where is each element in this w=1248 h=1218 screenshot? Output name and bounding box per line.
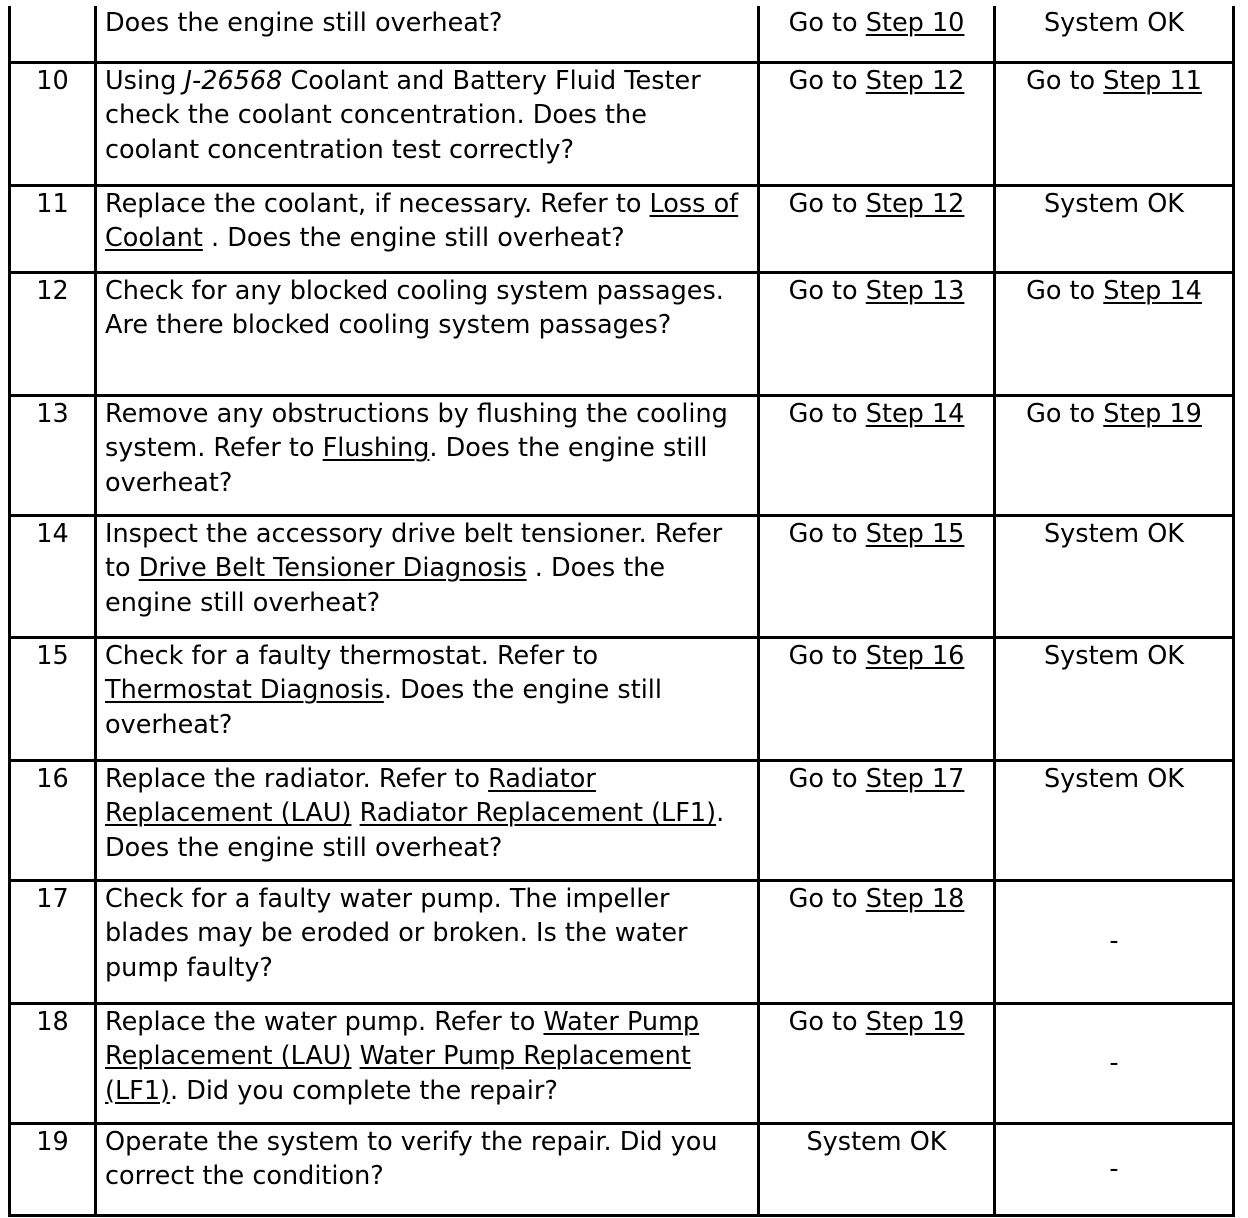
table-row [10, 185, 1234, 272]
step-link[interactable]: Step 10 [865, 8, 965, 38]
yes-action-cell [759, 272, 995, 395]
step-link[interactable]: Step 16 [865, 640, 965, 671]
reference-link[interactable]: Thermostat Diagnosis [105, 675, 384, 705]
no-action-cell [995, 637, 1234, 760]
go-to-label: Go to [788, 65, 866, 96]
no-action-cell [995, 62, 1234, 185]
description-text: Replace the radiator. Refer to [105, 763, 489, 794]
description-text: Coolant and Battery Fluid Tester check the coolant concentration. Does the coolant concentration test correctly? [105, 65, 701, 165]
step-number: 10 [36, 65, 69, 96]
description-text: Check for any blocked cooling system passages. Are there blocked cooling system passages? [105, 275, 724, 340]
step-number: 14 [36, 518, 69, 549]
reference-link[interactable]: Radiator Replacement (LF1) [359, 798, 717, 828]
no-action-cell [995, 6, 1234, 62]
yes-action-cell [759, 515, 995, 637]
description-text: Replace the coolant, if necessary. Refer to [105, 188, 650, 219]
description-text: . Does the engine still overheat? [105, 553, 666, 618]
result-text: System OK [1044, 640, 1184, 671]
no-action-cell [995, 185, 1234, 272]
empty-dash: - [1109, 926, 1119, 957]
step-number-cell [10, 185, 96, 272]
go-to-label: Go to [788, 1006, 866, 1037]
table-row [10, 760, 1234, 880]
result-text: System OK [1044, 763, 1184, 794]
step-link[interactable]: Step 15 [865, 518, 965, 549]
reference-link[interactable]: Water Pump Replacement (LAU) [105, 1006, 700, 1071]
description-text [351, 798, 359, 828]
step-description-cell [96, 760, 759, 880]
step-description-cell [96, 1003, 759, 1123]
yes-action-cell [759, 637, 995, 760]
diagnostic-table-body [10, 6, 1234, 1215]
step-number: 11 [36, 188, 69, 219]
yes-action-cell [759, 760, 995, 880]
go-to-label: Go to [788, 8, 866, 38]
reference-link[interactable]: Drive Belt Tensioner Diagnosis [138, 553, 527, 583]
table-row [10, 637, 1234, 760]
table-row [10, 880, 1234, 1003]
description-text: . Does the engine still overheat? [105, 675, 662, 740]
go-to-label: Go to [788, 763, 866, 794]
step-description-cell [96, 1123, 759, 1215]
table-row [10, 1003, 1234, 1123]
go-to-label: Go to [788, 398, 866, 429]
table-row [10, 62, 1234, 185]
yes-action-cell [759, 1123, 995, 1215]
description-text: Using [105, 65, 185, 96]
step-number: 12 [36, 275, 69, 306]
step-number-cell [10, 760, 96, 880]
description-text: . Did you complete the repair? [170, 1075, 558, 1106]
no-action-cell [995, 272, 1234, 395]
yes-action-cell [759, 62, 995, 185]
step-number-cell [10, 6, 96, 62]
step-description-cell [96, 637, 759, 760]
step-number-cell [10, 880, 96, 1003]
description-text: Replace the water pump. Refer to [105, 1006, 544, 1037]
description-text: . Does the engine still overheat? [202, 223, 625, 253]
step-description-cell [96, 272, 759, 395]
description-text: . Does the engine still overheat? [105, 433, 708, 498]
no-action-cell [995, 515, 1234, 637]
step-number: 17 [36, 883, 69, 914]
empty-dash: - [1109, 1153, 1119, 1184]
no-action-cell [995, 880, 1234, 1003]
description-text [351, 1041, 359, 1071]
table-row [10, 6, 1234, 62]
empty-dash: - [1109, 1047, 1119, 1078]
result-text: System OK [1044, 188, 1184, 219]
table-row [10, 1123, 1234, 1215]
reference-link[interactable]: Water Pump Replacement (LF1) [105, 1041, 691, 1106]
description-text: Remove any obstructions by flushing the cooling system. Refer to [105, 398, 728, 463]
step-description-cell [96, 185, 759, 272]
table-row [10, 515, 1234, 637]
step-link[interactable]: Step 12 [865, 65, 965, 96]
go-to-label: Go to [788, 518, 866, 549]
step-link[interactable]: Step 14 [865, 398, 965, 429]
step-link[interactable]: Step 19 [865, 1006, 965, 1037]
result-text: System OK [806, 1126, 947, 1157]
table-row [10, 395, 1234, 515]
step-link[interactable]: Step 14 [1103, 275, 1202, 306]
no-action-cell [995, 1123, 1234, 1215]
yes-action-cell [759, 6, 995, 62]
step-number-cell [10, 62, 96, 185]
reference-link[interactable]: Flushing [322, 433, 430, 463]
diagnostic-table [8, 6, 1235, 1217]
no-action-cell [995, 760, 1234, 880]
step-description-cell [96, 395, 759, 515]
step-number: 19 [36, 1126, 69, 1157]
step-description-cell [96, 62, 759, 185]
step-link[interactable]: Step 12 [865, 188, 965, 219]
description-text: . Does the engine still overheat? [105, 798, 725, 863]
yes-action-cell [759, 185, 995, 272]
step-number-cell [10, 637, 96, 760]
step-link[interactable]: Step 13 [865, 275, 965, 306]
step-description-cell [96, 880, 759, 1003]
yes-action-cell [759, 1003, 995, 1123]
go-to-label: Go to [788, 188, 866, 219]
go-to-label: Go to [788, 275, 866, 306]
reference-link[interactable]: Loss of Coolant [105, 188, 739, 253]
description-text: Check for a faulty water pump. The impeller blades may be eroded or broken. Is the water pump faulty? [105, 883, 688, 983]
description-text: Operate the system to verify the repair. Did you correct the condition? [105, 1126, 718, 1191]
step-link[interactable]: Step 19 [1103, 398, 1202, 429]
go-to-label: Go to [1026, 65, 1104, 96]
step-description-cell [96, 6, 759, 62]
yes-action-cell [759, 395, 995, 515]
tool-number: J-26568 [184, 65, 283, 96]
reference-link[interactable]: Radiator Replacement (LAU) [105, 763, 596, 828]
step-number: 13 [36, 398, 69, 429]
go-to-label: Go to [788, 640, 866, 671]
go-to-label: Go to [1026, 275, 1104, 306]
step-number-cell [10, 1123, 96, 1215]
description-text: Inspect the accessory drive belt tensioner. Refer to [105, 518, 723, 583]
description-text: Does the engine still overheat? [105, 8, 503, 38]
no-action-cell [995, 395, 1234, 515]
step-link[interactable]: Step 17 [865, 763, 965, 794]
step-description-cell [96, 515, 759, 637]
step-link[interactable]: Step 11 [1103, 65, 1202, 96]
step-number: 15 [36, 640, 69, 671]
step-link[interactable]: Step 18 [865, 883, 965, 914]
no-action-cell [995, 1003, 1234, 1123]
step-number: 18 [36, 1006, 69, 1037]
step-number-cell [10, 515, 96, 637]
table-row [10, 272, 1234, 395]
go-to-label: Go to [788, 883, 866, 914]
yes-action-cell [759, 880, 995, 1003]
step-number: 16 [36, 763, 69, 794]
step-number-cell [10, 1003, 96, 1123]
step-number-cell [10, 395, 96, 515]
description-text: Check for a faulty thermostat. Refer to [105, 640, 599, 671]
result-text: System OK [1044, 8, 1184, 38]
go-to-label: Go to [1026, 398, 1104, 429]
step-number-cell [10, 272, 96, 395]
result-text: System OK [1044, 518, 1184, 549]
